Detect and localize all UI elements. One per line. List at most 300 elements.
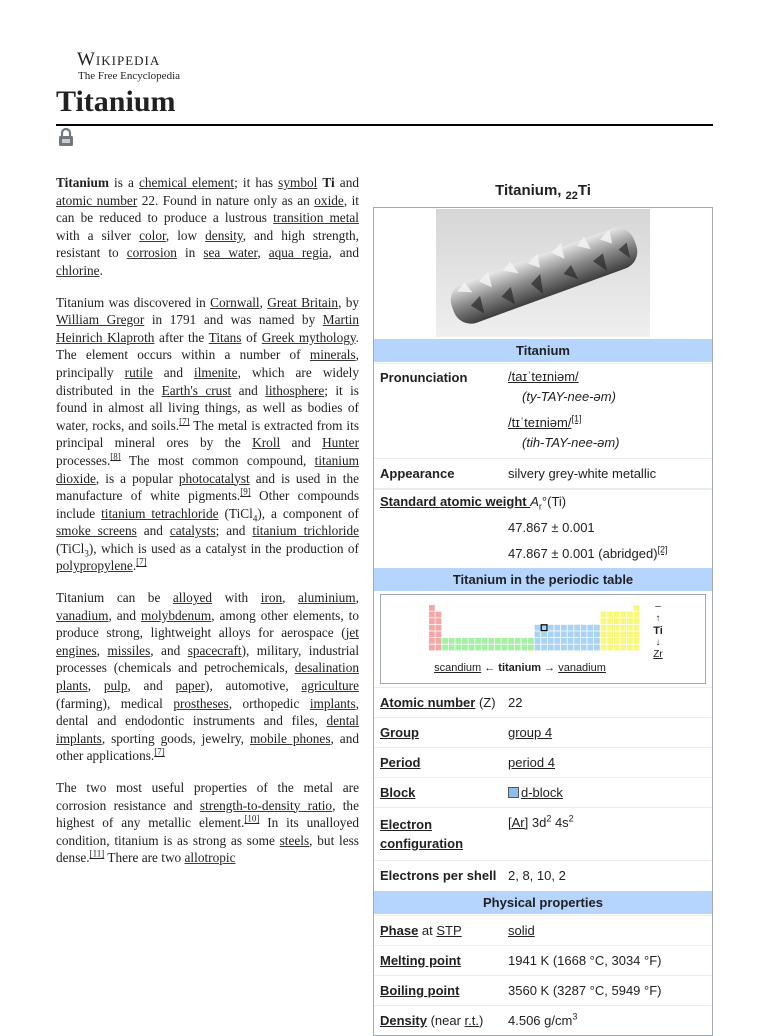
period-label[interactable]: Period (380, 755, 421, 770)
nav-up-arrow: ↑ (655, 613, 661, 624)
text-run: The two most useful properties of the metal are corrosion resistance and (56, 780, 359, 813)
boiling-label[interactable]: Boiling point (380, 983, 460, 998)
article-link[interactable]: smoke screens (56, 523, 137, 539)
article-link[interactable]: ilmenite (194, 364, 238, 380)
row-boiling-point (374, 975, 712, 1005)
pt-cell (449, 638, 455, 644)
pt-cell (535, 638, 541, 644)
pt-cell (581, 645, 587, 651)
boiling-value: 3560 K (3287 °C, 5949 °F) (508, 983, 662, 998)
pt-cell (614, 638, 620, 644)
row-appearance (374, 458, 712, 488)
pt-cell (594, 625, 600, 631)
config-4s: 4s (551, 815, 569, 830)
paragraph-properties (56, 779, 359, 867)
pt-cell (482, 645, 488, 651)
article-link[interactable]: pulp (103, 678, 128, 694)
pt-cell (521, 645, 527, 651)
page-title: Titanium (56, 85, 176, 118)
phase-at: at (418, 923, 437, 938)
article-link[interactable]: Great Britain (267, 294, 339, 310)
group-value[interactable]: group 4 (508, 725, 553, 740)
config-label[interactable]: Electron configuration (380, 817, 464, 851)
lock-icon[interactable] (57, 127, 75, 147)
text-run: ; it is found in almost all living things, as well as bodies of water, rocks, and soils. (56, 382, 359, 433)
article-link[interactable]: lithosphere (265, 382, 325, 398)
weight-sub: r (538, 501, 542, 512)
row-weight-2 (374, 542, 712, 567)
pt-cell (594, 631, 600, 637)
text-run: , dental and endodontic instruments and files, (56, 695, 359, 729)
pt-cell (502, 645, 508, 651)
nav-ti: Ti (653, 625, 663, 637)
article-link[interactable]: chemical element (138, 175, 235, 190)
pt-cell (554, 638, 560, 644)
article-link[interactable]: Titans (208, 329, 242, 345)
article-link[interactable]: titanium tetrachloride (101, 505, 219, 521)
text-run: , (355, 590, 359, 606)
article-link[interactable]: Cornwall (210, 294, 260, 310)
block-color-swatch (508, 787, 519, 798)
caption-symbol: Ti (577, 182, 591, 199)
text-run: of (241, 329, 262, 345)
pt-cell (607, 645, 613, 651)
pt-cell (508, 638, 514, 644)
text-run: with a silver (56, 227, 140, 243)
atomic-number-sym: (Z) (478, 695, 496, 710)
block-label[interactable]: Block (380, 785, 416, 800)
subscript: 4 (252, 513, 258, 524)
weight-tail: °(Ti) (541, 494, 567, 509)
article-link[interactable]: titanium trichloride (252, 523, 359, 539)
article-link[interactable]: polypropylene (56, 558, 133, 574)
pt-cell (548, 638, 554, 644)
pt-cell (455, 645, 461, 651)
pt-cell (488, 638, 494, 644)
article-link[interactable]: jet engines (56, 625, 359, 658)
text-run: , (87, 678, 104, 694)
weight-value-1: 47.867 ± 0.001 (508, 520, 595, 535)
config-ar[interactable]: [Ar] (508, 815, 529, 830)
pt-cell (568, 631, 574, 637)
nav-down-arrow: ↓ (655, 637, 661, 648)
pt-cell (607, 638, 613, 644)
article-link[interactable]: strength-to-density ratio (199, 797, 333, 813)
pt-cell (574, 638, 580, 644)
pt-cell (429, 638, 435, 644)
weight-value-2: 47.867 ± 0.001 (abridged) (508, 546, 658, 561)
caption-name: Titanium, (495, 182, 566, 199)
pt-cell (614, 645, 620, 651)
text-run: There are two (104, 850, 185, 866)
phase-label[interactable]: Phase (380, 923, 419, 938)
article-link[interactable]: aluminium (298, 590, 356, 606)
text-run: , low (165, 227, 206, 243)
pt-cell (587, 625, 593, 631)
pt-cell (627, 645, 633, 651)
article-link[interactable]: mobile phones (249, 730, 331, 746)
pt-cell (535, 645, 541, 651)
pt-cell (627, 638, 633, 644)
text-run: , the highest of any metallic element. (56, 797, 359, 831)
text-run: after the (154, 329, 209, 345)
pt-cell (601, 638, 607, 644)
text-run: ), a component of (257, 505, 359, 521)
paragraph-history (56, 294, 359, 576)
pt-cell (449, 645, 455, 651)
pt-cell (455, 638, 461, 644)
pt-cell (442, 638, 448, 644)
text-run: in 1791 and was named by (144, 312, 323, 328)
article-link[interactable]: steels (279, 832, 310, 848)
pron2-ref[interactable]: [1] (571, 413, 582, 424)
article-link[interactable]: symbol (278, 175, 318, 190)
pt-cell-titanium (541, 625, 547, 631)
text-run: 22. Found in nature only as an (137, 192, 315, 208)
pt-cell (561, 638, 567, 644)
melting-value: 1941 K (1668 °C, 3034 °F) (508, 953, 662, 968)
text-run: in (176, 245, 204, 261)
pt-cell (601, 631, 607, 637)
article-link[interactable]: missiles (107, 642, 151, 658)
article-link[interactable]: Hunter (322, 435, 360, 451)
pt-cell (587, 638, 593, 644)
pt-cell (574, 645, 580, 651)
eps-label: Electrons per shell (380, 868, 497, 883)
atomic-number-value: 22 (508, 695, 523, 710)
caption-atomic-number: 22 (565, 190, 578, 202)
article-link[interactable]: desalination plants (56, 660, 359, 694)
article-link[interactable]: vanadium (56, 607, 109, 623)
pt-cell (568, 638, 574, 644)
pt-cell (462, 645, 468, 651)
pt-cell (548, 645, 554, 651)
pt-cell (554, 645, 560, 651)
pt-cell (436, 612, 442, 618)
text-run: with (212, 590, 261, 606)
article-link[interactable]: Greek mythology (261, 329, 356, 345)
article-link[interactable]: density (205, 227, 243, 243)
article-link[interactable]: allotropic (184, 850, 236, 866)
pt-cell (627, 625, 633, 631)
pt-cell (568, 645, 574, 651)
pt-cell (634, 638, 640, 644)
nav-above: – (655, 601, 661, 612)
text-run: The most common compound, (120, 452, 315, 468)
group-label[interactable]: Group (380, 725, 419, 740)
pt-cell (475, 638, 481, 644)
melting-label[interactable]: Melting point (380, 953, 461, 968)
article-link[interactable]: oxide (314, 192, 344, 208)
text-run: , is a popular (95, 470, 179, 486)
pt-cell (620, 618, 626, 624)
text-run: , which are widely distributed in the (56, 364, 359, 398)
appearance-label: Appearance (380, 466, 455, 481)
pt-cell (535, 631, 541, 637)
article-link[interactable]: William Gregor (56, 312, 145, 328)
article-body (56, 174, 359, 881)
text-run: and (231, 382, 266, 398)
periodic-vertical-nav (648, 601, 668, 661)
article-link[interactable]: photocatalyst (178, 470, 250, 486)
pt-cell (594, 638, 600, 644)
bold-term: Ti (322, 175, 335, 190)
infobox-header-name: Titanium (374, 339, 712, 362)
row-electrons-per-shell (374, 860, 712, 890)
pt-cell (620, 625, 626, 631)
eps-value: 2, 8, 10, 2 (508, 868, 566, 883)
nav-titanium: titanium (498, 662, 542, 674)
pt-cell (469, 645, 475, 651)
pt-cell (436, 645, 442, 651)
nav-vanadium[interactable]: vanadium (558, 662, 606, 674)
article-link[interactable]: aqua regia (268, 245, 329, 261)
text-run: , it can be reduced to produce a lustrous (56, 192, 359, 226)
pron1-ipa[interactable]: /taɪˈteɪniəm/ (508, 369, 579, 384)
text-run: ; it has (234, 175, 279, 190)
article-link[interactable]: titanium dioxide (56, 452, 359, 486)
pt-cell (634, 605, 640, 611)
article-link[interactable]: agriculture (301, 678, 360, 694)
pt-cell (614, 612, 620, 618)
pt-cell (429, 625, 435, 631)
row-period (374, 747, 712, 777)
pt-cell (620, 631, 626, 637)
article-link[interactable]: corrosion (126, 245, 177, 261)
pt-cell (548, 631, 554, 637)
density-close: ) (479, 1013, 484, 1028)
nav-scandium[interactable]: scandium (434, 662, 482, 674)
pt-cell (429, 618, 435, 624)
article-link[interactable]: Martin Heinrich Klaproth (56, 312, 359, 345)
density-rt[interactable]: r.t. (464, 1013, 479, 1028)
pt-cell (627, 612, 633, 618)
pt-cell (502, 638, 508, 644)
row-electron-config (374, 807, 712, 860)
infobox-header-periodic: Titanium in the periodic table (374, 568, 712, 591)
text-run: , sporting goods, jewelry, (101, 730, 250, 746)
atomic-number-label[interactable]: Atomic number (380, 695, 476, 710)
pt-cell (594, 645, 600, 651)
article-link[interactable]: transition metal (273, 210, 359, 226)
pt-cell (521, 638, 527, 644)
subscript: 3 (84, 548, 89, 559)
nav-arrow-left: ← (484, 662, 496, 674)
pt-cell (574, 625, 580, 631)
pt-cell (568, 625, 574, 631)
pt-cell (554, 631, 560, 637)
text-run: is a (108, 175, 139, 190)
weight-ref[interactable]: [2] (657, 544, 668, 555)
article-link[interactable]: molybdenum (141, 607, 212, 623)
text-run: , and (328, 245, 359, 261)
pronunciation-values (502, 364, 712, 458)
logo-wordmark: Wikipedia (77, 49, 161, 70)
pt-cell (574, 631, 580, 637)
pt-cell (488, 645, 494, 651)
pt-cell (620, 645, 626, 651)
pt-cell (554, 625, 560, 631)
text-run: and (136, 523, 170, 539)
text-run: (TiCl (218, 505, 253, 521)
article-link[interactable]: chlorine (56, 262, 100, 278)
text-run: , and high strength, resistant to (56, 227, 359, 261)
atomic-weight-label[interactable]: Standard atomic weight (380, 494, 531, 509)
pt-cell (634, 618, 640, 624)
pt-cell (475, 645, 481, 651)
pt-cell (515, 638, 521, 644)
titanium-image[interactable] (374, 208, 712, 338)
row-phase (374, 915, 712, 945)
pt-cell (601, 618, 607, 624)
pt-cell (561, 631, 567, 637)
density-value: 4.506 g/cm (508, 1013, 573, 1028)
article-link[interactable]: minerals (309, 347, 356, 363)
pt-cell (614, 625, 620, 631)
article-link[interactable]: prostheses (173, 695, 229, 711)
config-4s-exp: 2 (568, 813, 574, 824)
pt-cell (634, 645, 640, 651)
text-run: and (334, 175, 360, 190)
pt-cell (607, 631, 613, 637)
article-link[interactable]: sea water (203, 245, 258, 261)
citation-ref[interactable]: [7] (179, 416, 190, 427)
row-density (374, 1005, 712, 1035)
phase-stp[interactable]: STP (436, 923, 462, 938)
text-run: and is used in the manufacture of white pigments. (56, 470, 359, 504)
pt-cell (528, 645, 534, 651)
pron2-respell: (tih-TAY-nee-əm) (522, 435, 620, 450)
wikipedia-logo[interactable] (77, 50, 180, 83)
period-value[interactable]: period 4 (508, 755, 555, 770)
density-label[interactable]: Density (380, 1013, 427, 1028)
citation-ref[interactable]: [11] (89, 848, 105, 859)
pt-cell (581, 631, 587, 637)
text-run: , and (127, 678, 176, 694)
text-run: , but less dense. (56, 832, 359, 866)
pt-cell (541, 645, 547, 651)
article-link[interactable]: Earth's crust (161, 382, 232, 398)
text-run: , among other elements, to produce strong, lightweight alloys for aerospace ( (56, 607, 360, 641)
text-run: ), which is used as a catalyst in the production of (88, 540, 359, 556)
pt-cell (429, 631, 435, 637)
pt-cell (601, 645, 607, 651)
article-link[interactable]: alloyed (172, 590, 213, 606)
pt-cell (515, 645, 521, 651)
pt-cell (634, 625, 640, 631)
text-run: and (152, 364, 195, 380)
text-run: Other compounds include (56, 488, 359, 521)
pt-cell (634, 612, 640, 618)
infobox-header-physical: Physical properties (374, 891, 712, 914)
pron2-ipa[interactable]: /tɪˈteɪniəm/ (508, 415, 572, 430)
pt-cell (634, 631, 640, 637)
text-run: The metal is extracted from its principal mineral ores by the (56, 417, 359, 451)
pt-cell (442, 645, 448, 651)
config-3d: 3d (528, 815, 547, 830)
pt-cell (607, 625, 613, 631)
periodic-table-mini[interactable] (380, 594, 706, 684)
element-infobox (373, 207, 713, 1036)
text-run: , (96, 642, 108, 658)
article-link[interactable]: spacecraft (187, 642, 242, 658)
pt-cell (469, 638, 475, 644)
text-run: (TiCl (56, 540, 85, 556)
weight-symbol: A (530, 494, 539, 509)
pt-cell (495, 645, 501, 651)
article-link[interactable]: implants (309, 695, 356, 711)
text-run: ; and (215, 523, 253, 539)
text-run: In its unalloyed condition, titanium is as strong as some (56, 815, 360, 848)
article-link[interactable]: Kroll (252, 435, 281, 451)
text-run: ), military, industrial processes (chemicals and petrochemicals, (56, 642, 360, 676)
nav-zirconium[interactable]: Zr (653, 649, 663, 660)
pt-cell (528, 638, 534, 644)
text-run: processes. (56, 452, 111, 468)
text-run: . (99, 262, 103, 278)
text-run: , and (150, 642, 188, 658)
pt-cell (548, 625, 554, 631)
phase-value[interactable]: solid (508, 923, 535, 938)
pt-cell (541, 631, 547, 637)
paragraph-lead (56, 174, 359, 280)
article-link[interactable]: atomic number (56, 192, 138, 208)
pt-cell (581, 625, 587, 631)
pt-cell (627, 631, 633, 637)
pt-cell (495, 638, 501, 644)
config-3d-exp: 2 (546, 813, 552, 824)
pt-cell (462, 638, 468, 644)
pt-cell (508, 645, 514, 651)
article-link[interactable]: rutile (124, 364, 153, 380)
article-link[interactable]: dental implants (56, 713, 359, 746)
row-weight-1 (374, 513, 712, 542)
pt-cell (429, 645, 435, 651)
article-link[interactable]: iron (260, 590, 283, 606)
citation-ref[interactable]: [8] (110, 451, 121, 462)
pt-cell (429, 612, 435, 618)
bold-term: Titanium (56, 175, 109, 190)
text-run: and (280, 435, 323, 451)
pt-cell (561, 645, 567, 651)
pt-cell (607, 612, 613, 618)
citation-ref[interactable]: [7] (136, 557, 147, 568)
article-link[interactable]: catalysts (169, 523, 216, 539)
block-value[interactable]: d-block (521, 785, 563, 800)
pronunciation-label: Pronunciation (380, 370, 468, 385)
text-run: , principally (56, 347, 359, 380)
article-link[interactable]: paper (175, 678, 206, 694)
infobox-caption (374, 182, 712, 202)
text-run: . The element occurs within a number of (56, 329, 359, 363)
article-link[interactable]: color (139, 227, 166, 243)
pt-cell (587, 631, 593, 637)
citation-ref[interactable]: [9] (240, 486, 251, 497)
pt-cell (581, 638, 587, 644)
pt-cell (620, 612, 626, 618)
pt-cell (436, 618, 442, 624)
row-group (374, 717, 712, 747)
citation-ref[interactable]: [7] (154, 746, 165, 757)
text-run: . (132, 558, 137, 574)
pt-cell (587, 645, 593, 651)
density-exp: 3 (572, 1011, 578, 1022)
logo-tagline: The Free Encyclopedia (78, 70, 181, 82)
pron1-respell: (ty-TAY-nee-əm) (522, 389, 616, 404)
title-divider (56, 124, 713, 126)
citation-ref[interactable]: [10] (244, 813, 260, 824)
text-run: , by (338, 294, 359, 310)
